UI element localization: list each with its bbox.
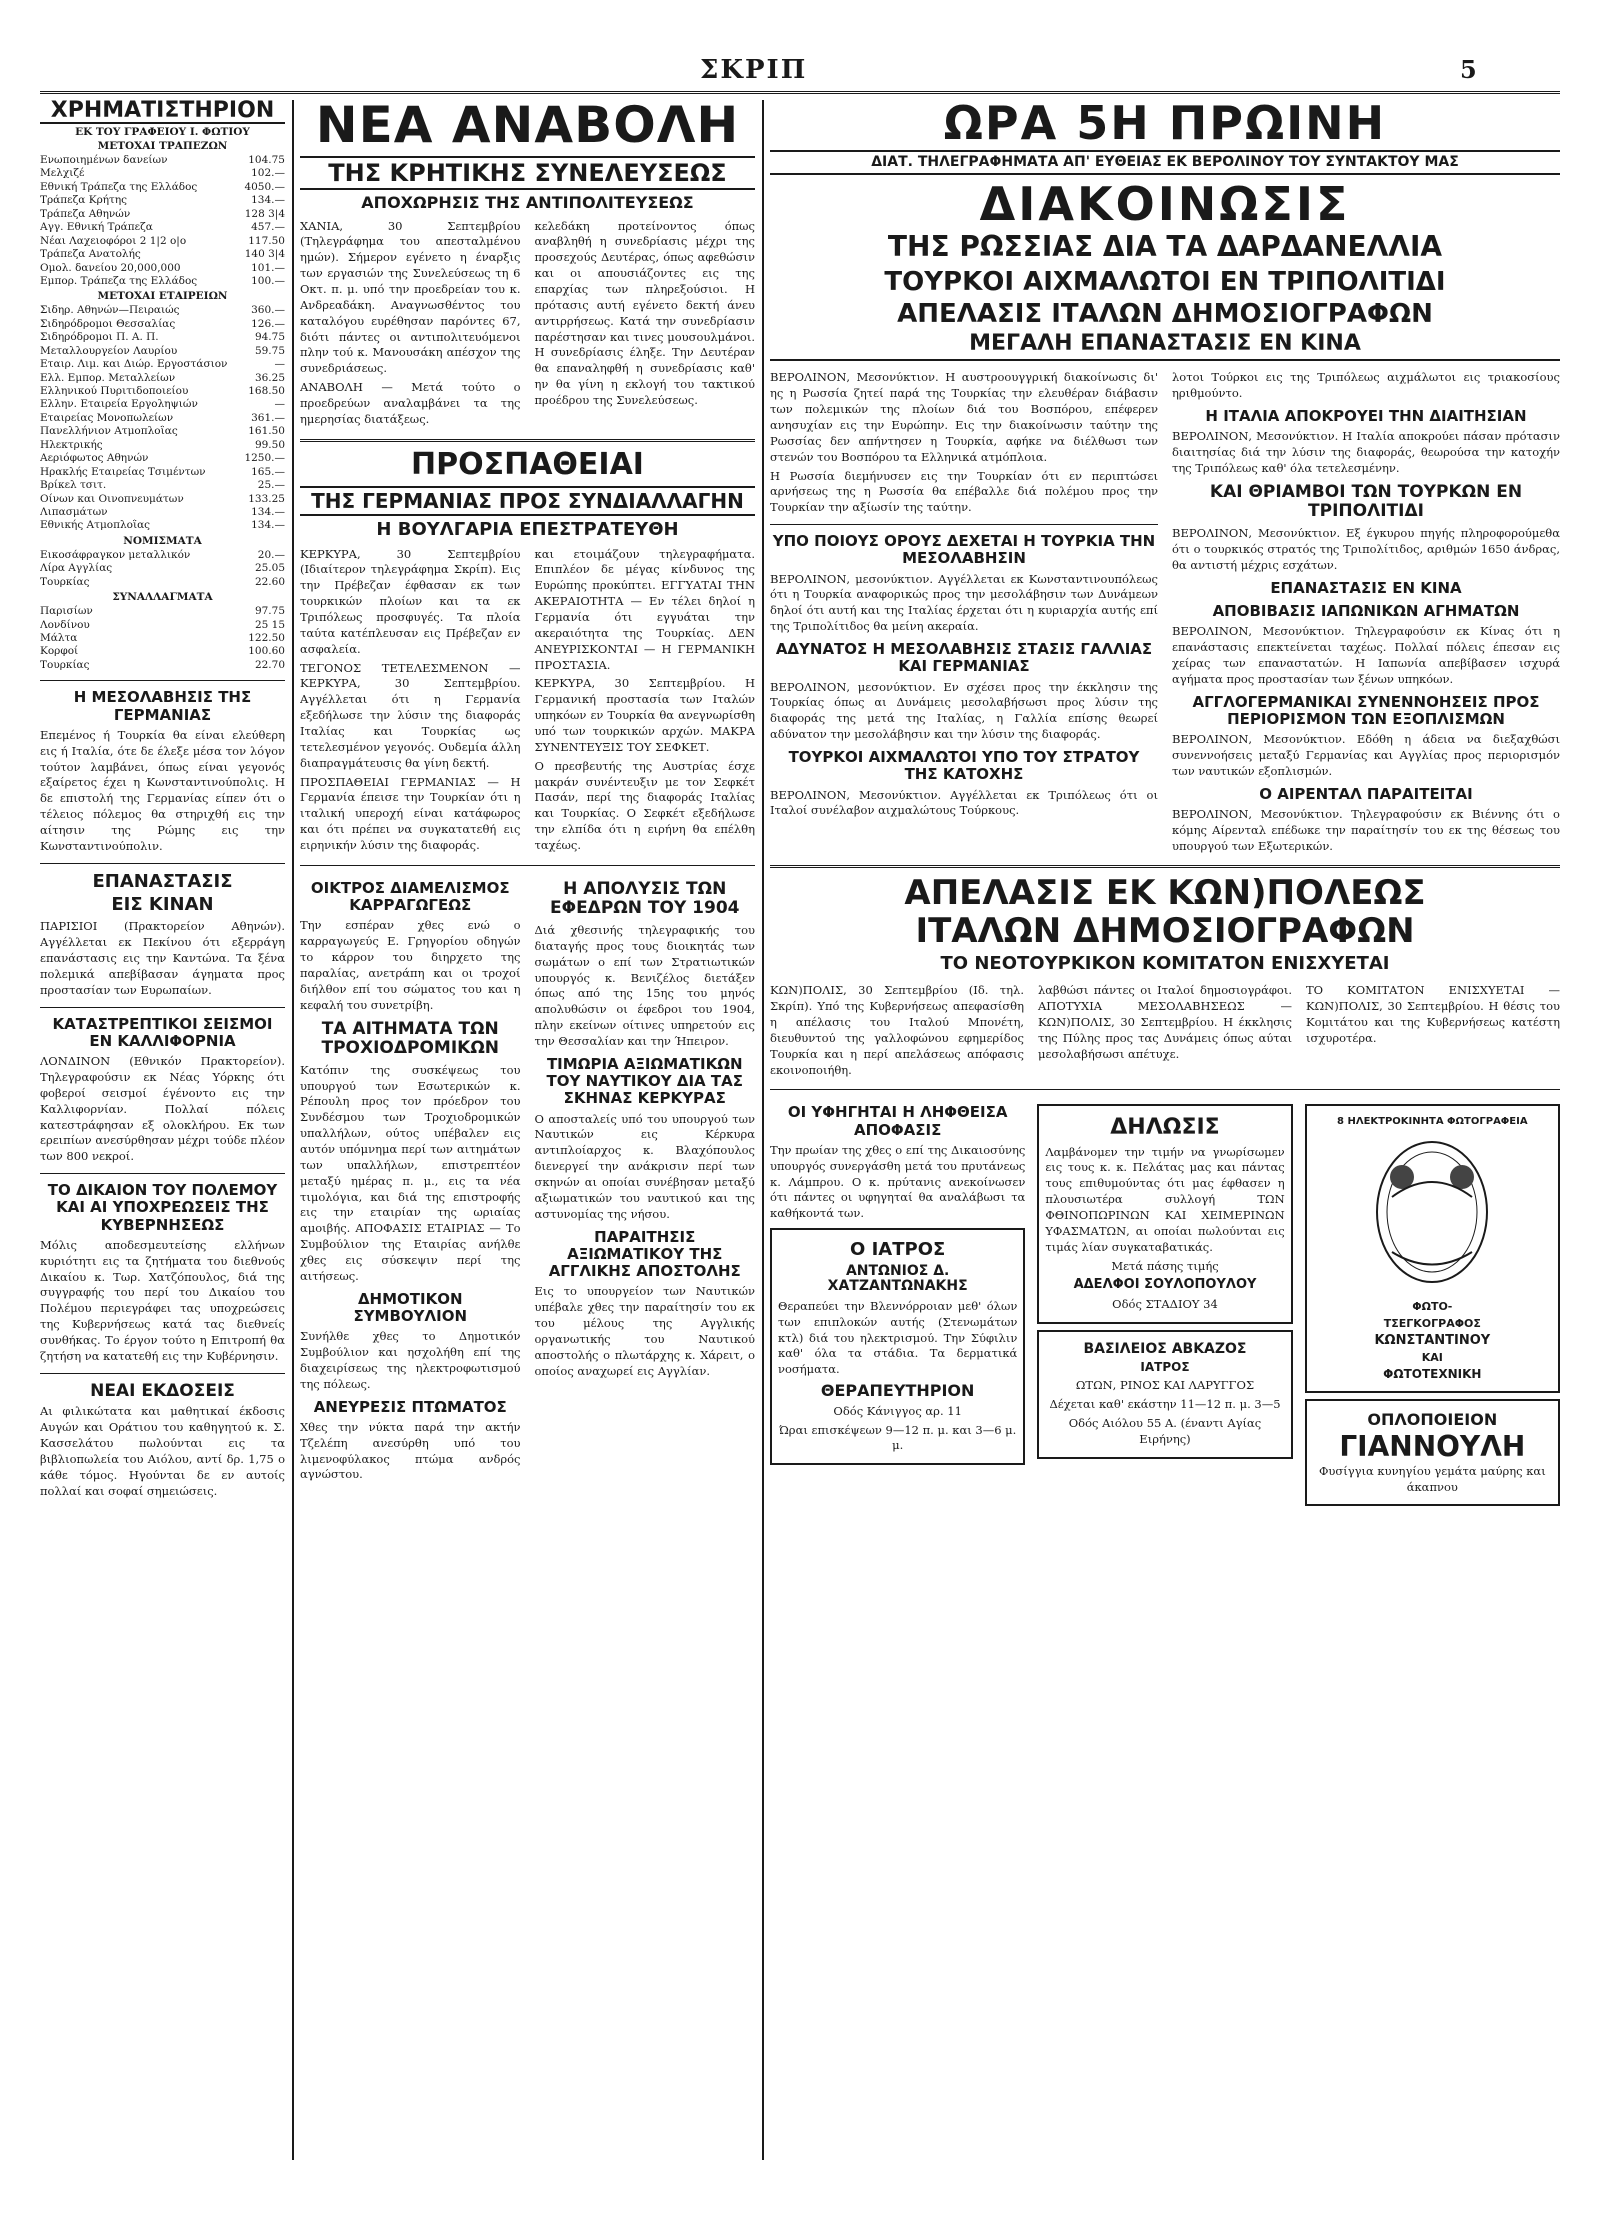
table-row: Μάλτα 122.50 — [40, 632, 285, 644]
company-shares-heading: ΜΕΤΟΧΑΙ ΕΤΑΙΡΕΙΩΝ — [97, 290, 228, 303]
doctor-ad — [1037, 1330, 1292, 1459]
article-columns — [770, 980, 1560, 1081]
headline: ΤΟΥΡΚΟΙ ΑΙΧΜΑΛΩΤΟΙ ΕΝ ΤΡΙΠΟΛΙΤΙΔΙ — [884, 267, 1446, 298]
article-body: ΤΕΓΟΝΟΣ ΤΕΤΕΛΕΣΜΕΝΟΝ — ΚΕΡΚΥΡΑ, 30 Σεπτεμβρίου. Αγγέλλεται ότι η Γερμανία εξεδήλωσε την λύσιν της διαφοράς Ιταλίας και Τουρκίας ως τετελεσμένον γεγονός. Ουδεμία άλλη διαπραγμάτευσις θα γίνη δεκτή. — [300, 660, 521, 770]
headline: ΤΗΣ ΚΡΗΤΙΚΗΣ ΣΥΝΕΛΕΥΣΕΩΣ — [300, 156, 755, 190]
divider — [770, 524, 1158, 525]
headline: ΑΠΕΛΑΣΙΣ ΙΤΑΛΩΝ ΔΗΜΟΣΙΟΓΡΑΦΩΝ — [897, 299, 1433, 330]
table-row: Λίρα Αγγλίας 25.05 — [40, 562, 285, 575]
photography-ad — [1305, 1104, 1560, 1393]
bank-shares-table — [40, 154, 285, 288]
ad-hours: Δέχεται καθ' εκάστην 11—12 π. μ. 3—5 — [1049, 1397, 1281, 1412]
article-body: ΤΟ ΚΟΜΙΤΑΤΟΝ ΕΝΙΣΧΥΕΤΑΙ — ΚΩΝ)ΠΟΛΙΣ, 30 Σεπτεμβρίου. Η θέσις του Κομιτάτου και της Κυβερνήσεως κατέστη ισχυροτέρα. — [1306, 983, 1560, 1045]
article-body: Η Ρωσσία διεμήνυσεν εις την Τουρκίαν ότι εν περιπτώσει αρνήσεως της η Ρωσσία θα επέβαλλε διά πολέμου προς την Τουρκίαν την αξίωσίν της ταύτην. — [770, 468, 1158, 515]
ad-text: Λαμβάνομεν την τιμήν να γνωρίσωμεν εις τους κ. κ. Πελάτας μας και πάντας τους επιθυμούντας ότι μας έφθασεν η πλουσιωτέρα συλλογή ΤΩΝ ΦΘΙΝΟΠΩΡΙΝΩΝ ΚΑΙ ΧΕΙΜΕΡΙΝΩΝ ΥΦΑΣΜΑΤΩΝ, αι οποίαι πωλούνται εις τιμάς λίαν συγκαταβατικάς. — [1045, 1144, 1285, 1254]
divider — [300, 439, 755, 442]
article-body: και ετοιμάζουν τηλεγραφήματα. Επιπλέον δε μέγας κίνδυνος της Ευρώπης προκύπτει. ΕΓΓΥΑΤΑΙ ΤΗΝ ΑΚΕΡΑΙΟΤΗΤΑ — Εν τέλει δηλοί η Γερμανία ότι εγγυάται την ακεραιότητα της Τουρκίας. ΔΕΝ ΑΝΕΥΡΙΣΚΟΝΤΑΙ — Η ΓΕΡΜΑΝΙΚΗ ΠΡΟΣΤΑΣΙΑ. — [534, 546, 755, 672]
table-row: Εμπορ. Τράπεζα της Ελλάδος 100.— — [40, 274, 285, 287]
table-row: Σιδηρόδρομοι Π. Α. Π. 94.75 — [40, 331, 285, 344]
column-2 — [300, 100, 755, 2160]
divider — [40, 1173, 285, 1174]
table-row: Τράπεζα Ανατολής 140 3|4 — [40, 248, 285, 261]
article-body: Χθες την νύκτα παρά την ακτήν Τζελέπη ανεσύρθη υπό του λιμενοφύλακος πτώμα ανδρός αγνώστου. — [300, 1419, 521, 1482]
article-body: λαβθώσι πάντες οι Ιταλοί δημοσιογράφοι. ΑΠΟΤΥΧΙΑ ΜΕΣΟΛΑΒΗΣΕΩΣ — ΚΩΝ)ΠΟΛΙΣ, 30 Σεπτεμβρίου. Η έκκλησις της Πύλης προς τας Δυνάμεις όπως αύται μεσολαβήσωσι απέτυχε. — [1038, 983, 1292, 1061]
bank-shares-heading: ΜΕΤΟΧΑΙ ΤΡΑΠΕΖΩΝ — [97, 140, 228, 152]
ad-name: ΑΝΤΩΝΙΟΣ Δ. ΧΑΤΖΑΝΤΩΝΑΚΗΣ — [827, 1263, 968, 1295]
ad-address: Οδός Αιόλου 55 Α. (έναντι Αγίας Ειρήνης) — [1068, 1415, 1262, 1446]
table-row: Τουρκίας 22.70 — [40, 658, 285, 671]
article-body: Συνήλθε χθες το Δημοτικόν Συμβούλιον και ησχολήθη επί της διαχειρίσεως της ηλεκτροφωτισμού της πόλεως. — [300, 1329, 521, 1391]
table-row: Εθνικής Ατμοπλοΐας 134.— — [40, 519, 285, 532]
ad-text: ΤΣΕΓΚΟΓΡΑΦΟΣ — [1383, 1316, 1481, 1330]
ad-title: ΟΠΛΟΠΟΙΕΙΟΝ — [1367, 1410, 1498, 1430]
table-row: Ηρακλής Εταιρείας Τσιμέντων 165.— — [40, 465, 285, 478]
ad-name: ΑΔΕΛΦΟΙ ΣΟΥΛΟΠΟΥΛΟΥ — [1073, 1277, 1257, 1293]
article-body: Κατόπιν της συσκέψεως του υπουργού των Εσωτερικών κ. Ρέπουλη προς τον πρόεδρον του Συνδέσμου των Τροχιοδρομικών υπαλλήλων, ούτος υπέβαλεν εις αυτόν υπόμνημα περί των αιτημάτων των υπαλλήλων, επιστρεπτέον μεταξύ ημέρας π. μ., εις τα νέα τιμολόγια, και διά της επιστροφής εις την εταιρίαν της ωριαίας αμοιβής. ΑΠΟΦΑΣΙΣ ΕΤΑΙΡΙΑΣ — Το Συμβούλιον της Εταιρίας ανήλθε χθες εις σύσκεψιν περί της αιτήσεως. — [300, 1062, 521, 1283]
ad-title: ΘΕΡΑΠΕΥΤΗΡΙΟΝ — [820, 1381, 975, 1401]
doctor-ad — [770, 1228, 1025, 1465]
table-row: Λονδίνου 25 15 — [40, 618, 285, 631]
article-title: ΟΙΚΤΡΟΣ ΔΙΑΜΕΛΙΣΜΟΣ ΚΑΡΡΑΓΩΓΕΩΣ — [310, 878, 510, 915]
declaration-ad — [1037, 1104, 1292, 1323]
company-shares-table — [40, 304, 285, 532]
article-title: Ο ΑΙΡΕΝΤΑΛ ΠΑΡΑΙΤΕΙΤΑΙ — [1259, 784, 1473, 803]
table-row: Βρίκελ τσιτ. 25.— — [40, 479, 285, 492]
ad-name: ΒΑΣΙΛΕΙΟΣ ΑΒΚΑΖΟΣ — [1083, 1340, 1247, 1357]
article-title: ΝΕΑΙ ΕΚΔΟΣΕΙΣ — [90, 1380, 235, 1401]
table-row: Τουρκίας 22.60 — [40, 575, 285, 588]
masthead-rule — [40, 91, 1560, 94]
article-body: Αι φιλικώτατα και μαθητικαί έκδοσις Αυγών και Οράτιου του καθηγητού κ. Σ. Κασσελάτου πωλούνται εις τα βιβλιοπωλεία του Αιόλου, αντί δρ. 1,75 ο κάθε τόμος. Ηγούνται δε εν αυτοίς πολλαί και σοφαί σημειώσεις. — [40, 1404, 285, 1498]
table-row: Αγγ. Εθνική Τράπεζα 457.— — [40, 221, 285, 234]
masthead — [0, 55, 1600, 95]
article-body: Ο αποσταλείς υπό του υπουργού των Ναυτικών εις Κέρκυρα αντιπλοίαρχος κ. Βλαχόπουλος διενεργεί την ανάκρισιν περί των σκηνών αι οποίαι συνέβησαν μεταξύ αξιωματικών του ναυτικού και της αστυνομίας της νήσου. — [534, 1111, 755, 1221]
article-body: κελεδάκη προτείνοντος όπως αναβληθή η συνεδρίασις μέχρι της προσεχούς Δευτέρας, όπως αφεθώσιν και οι απουσιάζοντες εις της επαρχίας των πληρεξούσιοι. Η πρότασις αυτή εγένετο δεκτή άνευ αντιρρήσεως. Κατά την συνεδρίασιν παρέστησαν και τινες μουσουλμάνοι. Η συνεδρίασις έληξε. Την Δευτέραν θα επαναληφθή η συνεδρίασις καθ' ην θα γίνη η εκλογή του τακτικού προέδρου της Συνελεύσεως. — [534, 218, 755, 408]
article-title: ΤΟΥΡΚΟΙ ΑΙΧΜΑΛΩΤΟΙ ΥΠΟ ΤΟΥ ΣΤΡΑΤΟΥ ΤΗΣ ΚΑΤΟΧΗΣ — [788, 748, 1140, 784]
table-row: Ελληνικού Πυριτιδοποιείου 168.50 — [40, 385, 285, 397]
table-row: Εταιρ. Λιμ. και Διώρ. Εργοστάσιον — — [40, 358, 285, 371]
article-title: ΚΑΙ ΘΡΙΑΜΒΟΙ ΤΩΝ ΤΟΥΡΚΩΝ ΕΝ ΤΡΙΠΟΛΙΤΙΔΙ — [1209, 481, 1523, 522]
divider — [40, 1007, 285, 1008]
article-body: ΒΕΡΟΛΙΝΟΝ, Μεσονύκτιον. Η Ιταλία αποκρούει πάσαν πρότασιν διαιτησίας διά την λύσιν της διαφοράς, θεωρούσα την κατοχήν της Τριπόλεως καθ' όλα τετελεσμένην. — [1172, 429, 1560, 476]
deck: Η ΒΟΥΛΓΑΡΙΑ ΕΠΕΣΤΡΑΤΕΥΘΗ — [376, 518, 679, 540]
table-row: Ομολ. δανείου 20,000,000 101.— — [40, 261, 285, 274]
table-row: Παρισίων 97.75 — [40, 605, 285, 618]
divider — [40, 1373, 285, 1374]
photographer-emblem-icon — [1372, 1137, 1492, 1287]
column-1 — [40, 100, 285, 2160]
stock-exchange-title: ΧΡΗΜΑΤΙΣΤΗΡΙΟΝ — [40, 100, 285, 124]
article-body: ΒΕΡΟΛΙΝΟΝ, Μεσονύκτιον. Τηλεγραφούσιν εκ Βιέννης ότι ο κόμης Αίρενταλ επέδωκε την παραίτησίν του εκ της θέσεως του υπουργού των Εξωτερικών. — [1172, 806, 1560, 853]
article-body: Την εσπέραν χθες ενώ ο καρραγωγεύς Ε. Γρηγορίου οδηγών το κάρρον του διηρχετο της παραλίας, ανετράπη και οι τροχοί διήλθον επί του σώματος του και η κεφαλή του συνετρίβη. — [300, 918, 521, 1012]
ad-text: ΦΩΤΟΤΕΧΝΙΚΗ — [1383, 1366, 1482, 1381]
coins-heading: ΝΟΜΙΣΜΑΤΑ — [123, 534, 202, 547]
table-row: Νέαι Λαχειοφόροι 2 1|2 ο|ο 117.50 — [40, 234, 285, 247]
article-body: ΒΕΡΟΛΙΝΟΝ, Μεσονύκτιον. Εδόθη η άδεια να διεξαχθώσι συνεννοήσεις μεταξύ Γερμανίας και Αγγλίας προς περιορισμόν των ναυτικών εξοπλισμών. — [1172, 732, 1560, 778]
ads-area — [770, 1098, 1560, 1512]
headline: ΠΡΟΣΠΑΘΕΙΑΙ — [411, 446, 644, 482]
article-title: ΠΑΡΑΙΤΗΣΙΣ ΑΞΙΩΜΑΤΙΚΟΥ ΤΗΣ ΑΓΓΛΙΚΗΣ ΑΠΟΣΤΟΛΗΣ — [548, 1227, 741, 1281]
exchange-heading: ΣΥΝΑΛΛΑΓΜΑΤΑ — [112, 591, 213, 604]
article-title: ΤΑ ΑΙΤΗΜΑΤΑ ΤΩΝ ΤΡΟΧΙΟΔΡΟΜΙΚΩΝ — [321, 1018, 500, 1059]
ad-name: ΚΩΝΣΤΑΝΤΙΝΟΥ — [1374, 1332, 1491, 1348]
ad-text: Φυσίγγια κυνηγίου γεμάτα μαύρης και άκαπνου — [1318, 1463, 1546, 1494]
headline: ΙΤΑΛΩΝ ΔΗΜΟΣΙΟΓΡΑΦΩΝ — [915, 911, 1415, 952]
article-body: ΚΕΡΚΥΡΑ, 30 Σεπτεμβρίου. Η Γερμανική προστασία των Ιταλών υπηκόων εν Τουρκία θα ανεγνωρίσθη υπό των τουρκικών αρχών. ΜΑΚΡΑ ΣΥΝΕΝΤΕΥΞΙΣ ΤΟΥ ΣΕΦΚΕΤ. — [534, 676, 755, 754]
table-row: Ενωποιημένων δανείων 104.75 — [40, 154, 285, 166]
article-columns — [300, 874, 755, 1486]
article-title: Η ΜΕΣΟΛΑΒΗΣΙΣ ΤΗΣ ΓΕΡΜΑΝΙΑΣ — [73, 688, 252, 724]
headline: ΤΗΣ ΡΩΣΣΙΑΣ ΔΙΑ ΤΑ ΔΑΡΔΑΝΕΛΛΙΑ — [887, 230, 1443, 264]
deck: ΤΟ ΝΕΟΤΟΥΡΚΙΚΟΝ ΚΟΜΙΤΑΤΟΝ ΕΝΙΣΧΥΕΤΑΙ — [940, 953, 1390, 975]
article-title: Η ΑΠΟΛΥΣΙΣ ΤΩΝ ΕΦΕΔΡΩΝ ΤΟΥ 1904 — [550, 878, 740, 919]
article-body: ΚΕΡΚΥΡΑ, 30 Σεπτεμβρίου (Ιδιαίτερον τηλεγράφημα Σκρίπ). Εις την Πρέβεζαν έφθασαν εκ των τουρκικών πλοίων και τα εκ Τριπόλεως προσφυγές. Τα πλοία ταύτα κατέπλευσαν εις Πρέβεζαν εν ασφαλεία. — [300, 546, 521, 656]
headline: ΜΕΓΑΛΗ ΕΠΑΝΑΣΤΑΣΙΣ ΕΝ ΚΙΝΑ — [770, 333, 1560, 361]
table-row: Λιπασμάτων 134.— — [40, 505, 285, 518]
headline: ΔΙΑΚΟΙΝΩΣΙΣ — [979, 177, 1351, 232]
page-number: 5 — [1460, 55, 1477, 84]
exchange-table — [40, 605, 285, 672]
table-row: Εθνική Τράπεζα της Ελλάδος 4050.— — [40, 180, 285, 193]
divider — [40, 680, 285, 681]
article-columns — [300, 216, 755, 431]
table-row: Ελλ. Εμπορ. Μεταλλείων 36.25 — [40, 371, 285, 384]
article-body: Την πρωίαν της χθες ο επί της Δικαιοσύνης υπουργός συνεργάσθη μετά του πρυτάνεως κ. Λάμπρου. Ο κ. πρύτανις ανεκοίνωσεν ότι πάντες οι υφηγηταί θα αναλάβωσι τα καθήκοντά των. — [770, 1142, 1026, 1221]
deck: ΑΠΟΧΩΡΗΣΙΣ ΤΗΣ ΑΝΤΙΠΟΛΙΤΕΥΣΕΩΣ — [361, 193, 694, 212]
headline: ΩΡΑ 5Η ΠΡΩΙΝΗ — [943, 100, 1387, 150]
article-title: ΔΗΜΟΤΙΚΟΝ ΣΥΜΒΟΥΛΙΟΝ — [353, 1289, 468, 1325]
article-body: ΒΕΡΟΛΙΝΟΝ, μεσονύκτιον. Αγγέλλεται εκ Κωνσταντινουπόλεως ότι η Τουρκία αναφορικώς προς την μεσολάβησιν των Δυνάμεων δηλοί ότι αυτή και της Ιταλίας έρχεται ότι η κυριαρχία αυτής επί της Τριπολίτιδος θα μείνη ακεραία. — [770, 571, 1158, 634]
article-body: Εις το υπουργείον των Ναυτικών υπέβαλε χθες την παραίτησίν του εκ του μέλους της Αγγλικής οργανωτικής του Ναυτικού αποστολής ο πλωτάρχης κ. Χάρειτ, ο οποίος αναχωρεί εις Αγγλίαν. — [534, 1284, 755, 1378]
ad-address: Οδός ΣΤΑΔΙΟΥ 34 — [1112, 1296, 1218, 1311]
article-body: ΒΕΡΟΛΙΝΟΝ, Μεσονύκτιον. Τηλεγραφούσιν εκ Κίνας ότι η επανάστασις επεκτείνεται ταχέως. Πολλαί πόλεις έπεσαν εις χείρας των επαναστατών. Η Ιαπωνία απεβίβασεν ισχυρά αγήματα προς προστασίαν των ξένων υπηκόων. — [1172, 624, 1560, 686]
ad-address: Οδός Κάνιγγος αρ. 11 — [833, 1403, 962, 1418]
article-title: ΑΔΥΝΑΤΟΣ Η ΜΕΣΟΛΑΒΗΣΙΣ ΣΤΑΣΙΣ ΓΑΛΛΙΑΣ ΚΑΙ ΓΕΡΜΑΝΙΑΣ — [775, 640, 1153, 676]
article-title: ΤΟ ΔΙΚΑΙΟΝ ΤΟΥ ΠΟΛΕΜΟΥ ΚΑΙ ΑΙ ΥΠΟΧΡΕΩΣΕΙΣ ΤΗΣ ΚΥΒΕΡΝΗΣΕΩΣ — [47, 1181, 278, 1234]
table-row: Μελχιζέ 102.— — [40, 167, 285, 180]
article-body: Επεμένος ή Τουρκία θα είναι ελεύθερη εις ή Ιταλία, ότε δε έλεξε μέσα τον λόγον τούτον λαμβάνει, όπως είναι γεγονός εξαίρετος έχει η Κωνσταντινούπολις. Η δε επιστολή της Γερμανίας είπεν ότι ο τέλειος πόλεμος θα στηριχθή εις την αίτησιν της Ρώμης εις την Κωνσταντινούπολιν. — [40, 727, 285, 853]
article-body: ΚΩΝ)ΠΟΛΙΣ, 30 Σεπτεμβρίου (Ιδ. τηλ. Σκρίπ). Υπό της Κυβερνήσεως απεφασίσθη η απέλασις του Ιταλού Μπονέτη, διευθυντού της γαλλοφώνου εφημερίδος Τουρκία και η περί απελάσεως απόφασις εκοινοποιήθη. — [770, 983, 1024, 1077]
article-title: Η ΙΤΑΛΙΑ ΑΠΟΚΡΟΥΕΙ ΤΗΝ ΔΙΑΙΤΗΣΙΑΝ — [1205, 407, 1527, 426]
gunshop-ad — [1305, 1399, 1560, 1506]
article-title: ΥΠΟ ΠΟΙΟΥΣ ΟΡΟΥΣ ΔΕΧΕΤΑΙ Η ΤΟΥΡΚΙΑ ΤΗΝ ΜΕΣΟΛΑΒΗΣΙΝ — [772, 532, 1156, 568]
ad-text: ΦΩΤΟ- — [1412, 1300, 1453, 1314]
headline: ΑΠΕΛΑΣΙΣ ΕΚ ΚΩΝ)ΠΟΛΕΩΣ — [904, 873, 1426, 914]
article-body: ΒΕΡΟΛΙΝΟΝ, μεσονύκτιον. Εν σχέσει προς την έκκλησιν της Τουρκίας όπως αι Δυνάμεις μεσολαβήσωσι προς λύσιν της διαφοράς της μετά της Ιταλίας, η Γαλλία επίσης θεωρεί αδύνατον την μεσολάβησιν και την λύσιν της διαφοράς. — [770, 679, 1158, 742]
table-row: Τράπεζα Κρήτης 134.— — [40, 194, 285, 207]
article-body: ΒΕΡΟΛΙΝΟΝ, Μεσονύκτιον. Εξ έγκυρου πηγής πληροφορούμεθα ότι ο τουρκικός στρατός της Τριπολίτιδος, αριθμών 1650 άνδρας, θα αντιστή μέχρις εσχάτων. — [1172, 526, 1560, 572]
headline: ΤΗΣ ΓΕΡΜΑΝΙΑΣ ΠΡΟΣ ΣΥΝΔΙΑΛΛΑΓΗΝ — [300, 486, 755, 516]
article-body: ΠΡΟΣΠΑΘΕΙΑΙ ΓΕΡΜΑΝΙΑΣ — Η Γερμανία έπεισε την Τουρκίαν ότι η ιταλική υπεροχή είναι κατάφωρος και ότι πρέπει να συγκατατεθή εις ειρηνικήν λύσιν της διαφοράς. — [300, 774, 521, 853]
divider — [300, 865, 755, 866]
article-title: ΕΠΑΝΑΣΤΑΣΙΣ ΕΝ ΚΙΝΑ — [1270, 578, 1462, 597]
article-columns — [300, 544, 755, 857]
article-body: ΠΑΡΙΣΙΟΙ (Πρακτορείον Αθηνών). Αγγέλλεται εκ Πεκίνου ότι εξερράγη επανάστασις εις την Καντώνα. Τα ξένα πολεμικά απεβίβασαν άγηματα προς προστασίαν των Ευρωπαίων. — [40, 919, 285, 997]
article-body: ΑΝΑΒΟΛΗ — Μετά τούτο ο προεδρεύων αναλαμβάνει τα της ημερησίας διατάξεως. — [300, 380, 521, 426]
ad-text: ΚΑΙ — [1421, 1350, 1443, 1364]
ad-hours: Ώραι επισκέψεων 9—12 π. μ. και 3—6 μ. μ. — [779, 1422, 1017, 1453]
column-3 — [770, 100, 1560, 2160]
table-row: Εικοσάφραγκον μεταλλικόν 20.— — [40, 548, 285, 561]
table-row: Οίνων και Οινοπνευμάτων 133.25 — [40, 492, 285, 505]
ad-top: 8 ΗΛΕΚΤΡΟΚΙΝΗΤΑ ΦΩΤΟΓΡΑΦΕΙΑ — [1337, 1116, 1528, 1128]
table-row: Αεριόφωτος Αθηνών 1250.— — [40, 452, 285, 465]
article-body: ΒΕΡΟΛΙΝΟΝ, Μεσονύκτιον. Αγγέλλεται εκ Τριπόλεως ότι οι Ιταλοί συνέλαβον αιχμαλώτους Τούρκους. — [770, 787, 1158, 818]
divider — [40, 863, 285, 864]
article-title: ΑΓΓΛΟΓΕΡΜΑΝΙΚΑΙ ΣΥΝΕΝΝΟΗΣΕΙΣ ΠΡΟΣ ΠΕΡΙΟΡΙΣΜΟΝ ΤΩΝ ΕΞΟΠΛΙΣΜΩΝ — [1192, 692, 1540, 728]
article-body: ΛΟΝΔΙΝΟΝ (Εθνικόν Πρακτορείον). Τηλεγραφούσιν εκ Νέας Υόρκης ότι φοβεροί σεισμοί έγένοντο εις την Καλλιφορνίαν. Πολλαί πόλεις κατεστράφησαν εξ ολοκλήρου. Εκ των ερειπίων ανεσύρθησαν μέχρι τούδε πλέον των 800 νεκροί. — [40, 1054, 285, 1164]
table-row: Εταιρείας Μονοπωλείων 361.— — [40, 411, 285, 424]
table-row: Πανελλήνιον Ατμοπλοΐας 161.50 — [40, 425, 285, 438]
article-title: ΑΝΕΥΡΕΣΙΣ ΠΤΩΜΑΤΟΣ — [313, 1397, 507, 1416]
column-divider — [762, 100, 764, 2160]
ad-title: ΔΗΛΩΣΙΣ — [1110, 1115, 1220, 1141]
article-title: ΤΙΜΩΡΙΑ ΑΞΙΩΜΑΤΙΚΩΝ ΤΟΥ ΝΑΥΤΙΚΟΥ ΔΙΑ ΤΑΣ ΣΚΗΝΑΣ ΚΕΡΚΥΡΑΣ — [546, 1054, 743, 1108]
headline: ΝΕΑ ΑΝΑΒΟΛΗ — [315, 100, 740, 154]
article-title: ΑΠΟΒΙΒΑΣΙΣ ΙΑΠΩΝΙΚΩΝ ΑΓΗΜΑΤΩΝ — [1212, 601, 1520, 620]
article-body: Μόλις αποδεσμευτείσης ελλήνων κυριότητι εις τα ζητήματα του διεθνούς Δικαίου κ. Τωρ. Χατζόπουλος, διά της συγγραφής του περί του Δικαίου του Πολέμου περιεγράφει τας υποχρεώσεις της Κυβερνήσεως κατά τας διεθνείς συνθήκας. Το έργον τούτο η Επιτροπή θα ζητήση να κατατεθή εις την Κυβέρνησιν. — [40, 1237, 285, 1363]
ad-title: ΙΑΤΡΟΣ — [1140, 1360, 1190, 1375]
ad-text: ΩΤΩΝ, ΡΙΝΟΣ ΚΑΙ ΛΑΡΥΓΓΟΣ — [1075, 1378, 1255, 1393]
article-body: ΧΑΝΙΑ, 30 Σεπτεμβρίου (Τηλεγράφημα του απεσταλμένου ημών). Σήμερον εγένετο η έναρξις των εργασιών της Συνελεύσεως τη 6 Οκτ. π. μ. υπό την προεδρείαν του κ. Ανδρεαδάκη. Αναγνωσθέντος του καταλόγου ευρέθησαν παρόντες 67, διότι πάντες οι αντιπολιτευόμενοι πλην τού κ. Μανουσάκη απέσχον της συνεδριάσεως. — [300, 218, 521, 376]
ad-sign: Μετά πάσης τιμής — [1111, 1258, 1219, 1273]
table-row: Σιδηρ. Αθηνών—Πειραιώς 360.— — [40, 304, 285, 317]
coins-table — [40, 549, 285, 589]
table-row: Μεταλλουργείον Λαυρίου 59.75 — [40, 344, 285, 357]
article-title: ΟΙ ΥΦΗΓΗΤΑΙ Η ΛΗΦΘΕΙΣΑ ΑΠΟΦΑΣΙΣ — [787, 1103, 1008, 1139]
table-row: Σιδηρόδρομοι Θεσσαλίας 126.— — [40, 317, 285, 330]
divider — [770, 1089, 1560, 1090]
ad-text: Θεραπεύει την Βλεννόρροιαν μεθ' όλων των επιπλοκών αυτής (Στενωμάτων κτλ) διά του ηλεκτρισμού. Την Σύφιλιν καθ' όλα τα στάδια. Τα δερματικά νοσήματα. — [778, 1298, 1018, 1377]
column-divider — [292, 100, 294, 2160]
deck: ΔΙΑΤ. ΤΗΛΕΓΡΑΦΗΜΑΤΑ ΑΠ' ΕΥΘΕΙΑΣ ΕΚ ΒΕΡΟΛΙΝΟΥ ΤΟΥ ΣΥΝΤΑΚΤΟΥ ΜΑΣ — [770, 150, 1560, 175]
table-row: Κορφοί 100.60 — [40, 645, 285, 658]
table-row: Ηλεκτρικής 99.50 — [40, 438, 285, 451]
ad-name: ΓΙΑΝΝΟΥΛΗ — [1339, 1429, 1526, 1463]
table-row: Ελλην. Εταιρεία Εργοληψιών — — [40, 398, 285, 411]
newspaper-name: ΣΚΡΙΠ — [700, 55, 808, 85]
article-title: ΕΙΣ ΚΙΝΑΝ — [111, 894, 214, 916]
article-body: Ο πρεσβευτής της Αυστρίας έσχε μακράν συνέντευξιν με τον Σεφκέτ Πασάν, περί της διαφοράς Ιταλίας και Τουρκίας. Ο Σεφκέτ εξεδήλωσε την ελπίδα ότι η ειρήνη θα επέλθη ταχέως. — [534, 758, 755, 853]
article-title: ΚΑΤΑΣΤΡΕΠΤΙΚΟΙ ΣΕΙΣΜΟΙ ΕΝ ΚΑΛΛΙΦΟΡΝΙΑ — [52, 1014, 273, 1050]
article-body: ΒΕΡΟΛΙΝΟΝ, Μεσονύκτιον. Η αυστροουγγρική διακοίνωσις δι' ης η Ρωσσία ζητεί παρά της Τουρκίας την ελευθέραν διάβασιν των πολεμικών της πλοίων διά του Βοσπόρου, επέφερεν ανησυχίαν εις την Ευρώπην. Εις την διακοίνωσιν ταύτην της Ρωσσίας δεν απήντησεν η Τουρκία, αφήκε να διέλθωσι των στενών του Βοσπόρου τα Ελληνικά ατμόπλοια. — [770, 370, 1158, 464]
stock-exchange-subtitle: ΕΚ ΤΟΥ ΓΡΑΦΕΙΟΥ Ι. ΦΩΤΙΟΥ — [75, 126, 250, 138]
divider — [770, 865, 1560, 868]
ad-title: Ο ΙΑΤΡΟΣ — [850, 1239, 946, 1261]
table-row: Τράπεζα Αθηνών 128 3|4 — [40, 207, 285, 220]
article-columns — [770, 367, 1560, 857]
article-body: λοτοι Τούρκοι εις της Τριπόλεως αιχμάλωτοι εις τριακοσίους ηριθμούντο. — [1172, 370, 1560, 401]
article-body: Διά χθεσινής τηλεγραφικής του διαταγής προς τους διοικητάς των σωμάτων ο επί των Στρατιωτικών υπουργός κ. Βενιζέλος διετάξεν όπως από της 15ης του μηνός απολυθώσιν οι έφεδροι του 1904, πλην εκείνων οίτινες υπηρετούν εις την Θεσσαλίαν και την Ήπειρον. — [534, 922, 755, 1048]
article-title: ΕΠΑΝΑΣΤΑΣΙΣ — [92, 870, 233, 892]
